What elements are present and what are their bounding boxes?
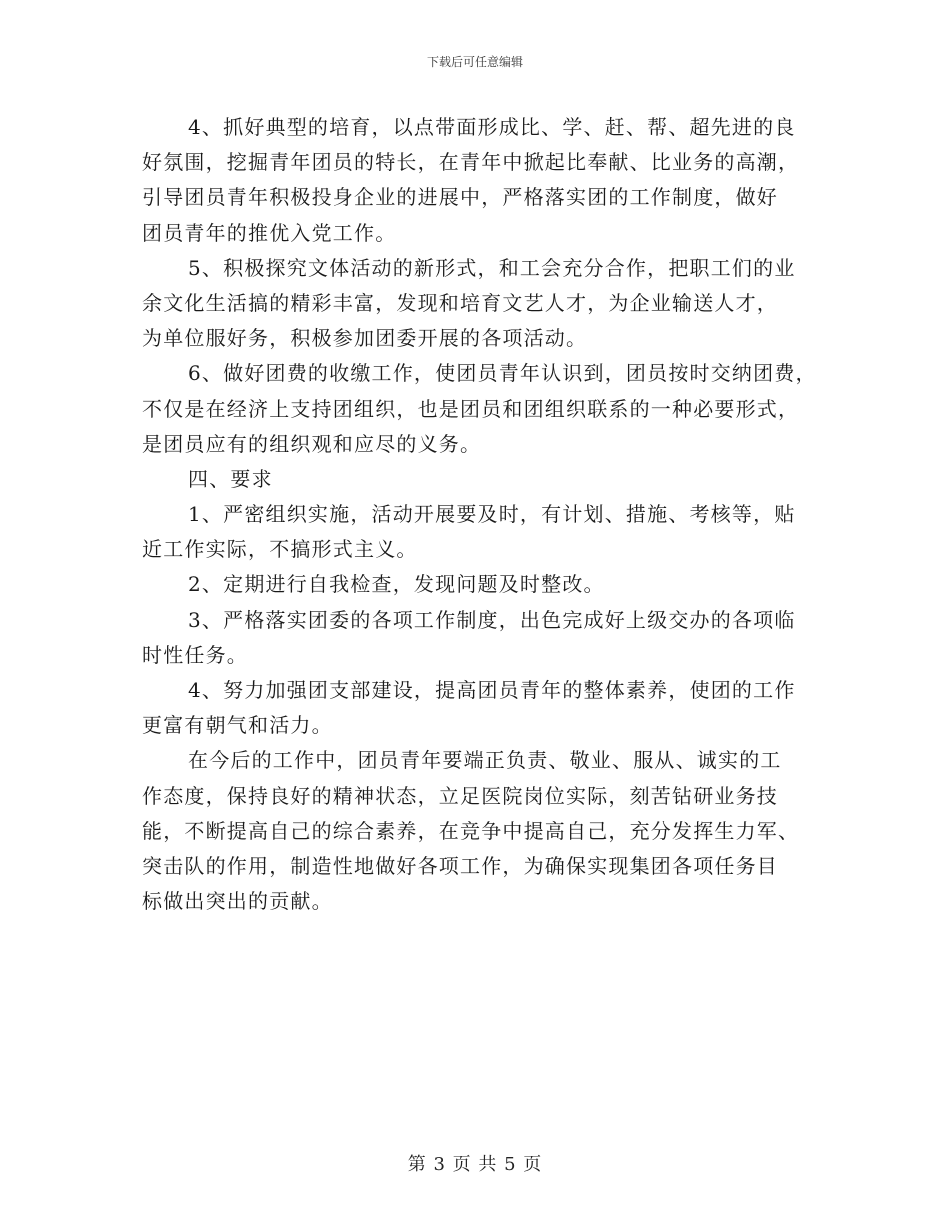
paragraph-line: 团员青年的推优入党工作。	[142, 220, 397, 245]
paragraph-line: 在今后的工作中，团员青年要端正负责、敬业、服从、诚实的工	[188, 748, 782, 773]
paragraph-line: 4、努力加强团支部建设，提高团员青年的整体素养，使团的工作	[188, 678, 796, 702]
paragraph-item-5-cultural-activities	[142, 251, 810, 357]
paragraph-line: 时性任务。	[142, 642, 248, 667]
paragraph-line: 3、严格落实团委的各项工作制度，出色完成好上级交办的各项临	[188, 607, 796, 632]
paragraph-requirement-4	[142, 673, 810, 743]
paragraph-line: 更富有朝气和活力。	[142, 713, 333, 738]
paragraph-requirement-2	[142, 567, 810, 602]
paragraph-line: 4、抓好典型的培育，以点带面形成比、学、赶、帮、超先进的良	[188, 115, 796, 139]
paragraph-requirement-3	[142, 603, 810, 673]
paragraph-line: 突击队的作用，制造性地做好各项工作，为确保实现集团各项任务目	[142, 853, 778, 878]
paragraph-line: 为单位服好务，积极参加团委开展的各项活动。	[142, 326, 588, 351]
paragraph-line: 2、定期进行自我检查，发现问题及时整改。	[188, 572, 605, 597]
page-header: 下载后可任意编辑	[426, 55, 523, 69]
paragraph-line: 1、严密组织实施，活动开展要及时，有计划、措施、考核等，贴	[188, 502, 796, 527]
section-heading-requirements	[142, 462, 810, 497]
paragraph-item-4-typical-cultivation	[142, 110, 810, 251]
paragraph-line: 6、做好团费的收缴工作，使团员青年认识到，团员按时交纳团费，	[188, 361, 817, 386]
paragraph-line: 作态度，保持良好的精神状态，立足医院岗位实际，刻苦钻研业务技	[142, 783, 778, 808]
page-number: 第 3 页 共 5 页	[407, 1154, 543, 1175]
paragraph-requirement-1	[142, 497, 810, 567]
paragraph-line: 标做出突出的贡献。	[142, 889, 333, 914]
paragraph-line: 引导团员青年积极投身企业的进展中，严格落实团的工作制度，做好	[142, 185, 778, 210]
document-body	[142, 110, 817, 919]
section-heading: 四、要求	[188, 466, 273, 491]
paragraph-line: 是团员应有的组织观和应尽的义务。	[142, 431, 482, 456]
paragraph-item-6-membership-fees	[142, 356, 817, 462]
paragraph-line: 余文化生活搞的精彩丰富，发现和培育文艺人才，为企业输送人才，	[142, 290, 778, 315]
paragraph-line: 好氛围，挖掘青年团员的特长，在青年中掀起比奉献、比业务的高潮，	[142, 150, 800, 175]
paragraph-line: 5、积极探究文体活动的新形式，和工会充分合作，把职工们的业	[188, 255, 796, 280]
paragraph-line: 不仅是在经济上支持团组织，也是团员和团组织联系的一种必要形式，	[142, 396, 800, 421]
paragraph-line: 能，不断提高自己的综合素养，在竞争中提高自己，充分发挥生力军、	[142, 818, 800, 843]
paragraph-line: 近工作实际，不搞形式主义。	[142, 537, 418, 562]
paragraph-conclusion	[142, 743, 810, 919]
